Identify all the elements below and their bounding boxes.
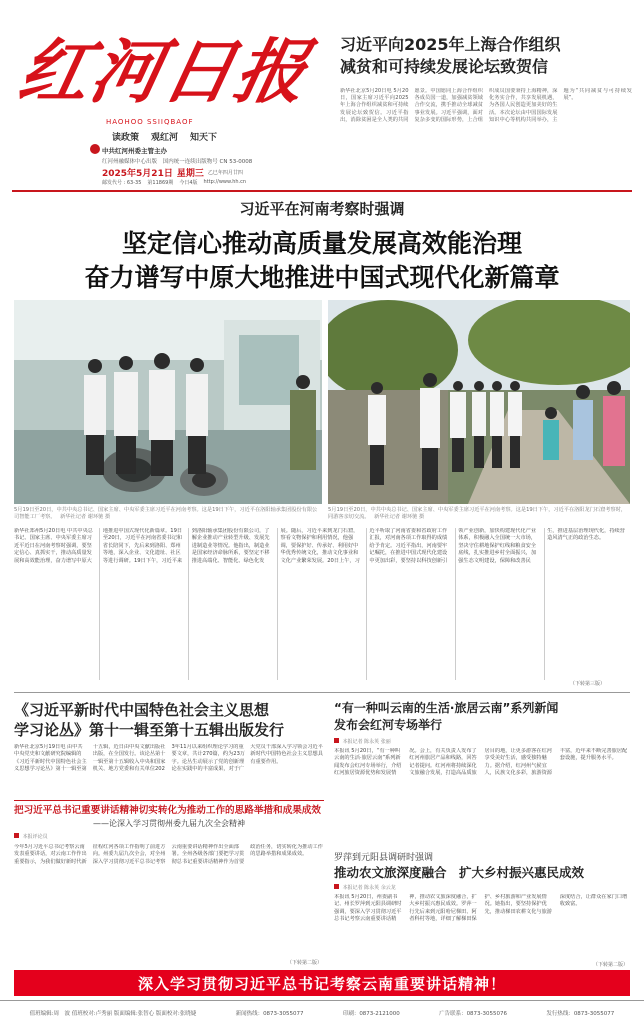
story3-title-1: “有一种叫云南的生活·旅居云南”系列新闻 — [334, 701, 559, 715]
lead-kicker: 习近平在河南考察时强调 — [239, 200, 405, 218]
lead-body: 新华社郑州5月20日电 中共中央总书记、国家主席、中央军委主席习近平近日在河南考察时强调，要坚定信心、真抓实干，推动高质量发展和高效能治理，奋力谱写中原大地推进中国式现代化新篇章。19日至20日，习近平在河南省委书记和省长陪同下，先后来到洛阳、郑州等地，深入企业、文化遗址、社区等进行调研。19日下午，习近平来到洛阳轴承集团股份有限公司，了解企业推动产业转型升级、发展先进制造业等情况。他指出，制造业是国家经济命脉所系，要坚定不移推进高端化、智能化、绿色化发展。随后，习近平来到龙门石窟，察看文物保护和利用情况，他强调，要保护好、传承好、利用好中华优秀传统文化，推动文化事业和文化产业繁荣发展。20日上午，习近平听取了河南省委和省政府工作汇报，对河南各项工作取得的成绩给予肯定。习近平指出，河南要牢记嘱托，在推进中国式现代化建设中更加出彩，要坚持以科技创新引领产业创新，加快构建现代化产业体系，积极融入全国统一大市场，坚决守住耕地保护红线和粮食安全底线，扎实推进乡村全面振兴，加强生态文明建设，保障和改善民生，推进基层治理现代化，持续营造风清气正的政治生态。 — [14, 528, 625, 564]
story4-continued: （下转第二版） — [286, 960, 322, 966]
byline-icon — [14, 833, 19, 838]
slogan-3: 知天下 — [190, 133, 218, 143]
weekday: 星期三 — [176, 169, 204, 179]
story-yunnan-life — [334, 700, 630, 850]
slogans — [112, 130, 217, 143]
newspaper-logo: 红河日报 — [11, 30, 317, 113]
footer-print-phone: 印刷：0873-2121000 — [342, 1010, 400, 1017]
story2-body: 新华社北京5月19日电 由中共中央党史和文献研究院编辑的《习近平新时代中国特色社会主义思想学习论丛》第十一辑至第十五辑，近日由中央文献出版社出版，在全国发行。该论丛第十一辑至第十五辑收入中央和国家机关、地方党委和有关单位2023年11月以来组织理论学习的重要文章，共计270篇，约为23万字。论丛生动展示了党的创新理论在实践中的丰富成果，对于广大党员干部深入学习领会习近平新时代中国特色社会主义思想具有重要作用。 — [14, 744, 323, 773]
page-footer — [0, 1000, 644, 1024]
story3-byline — [334, 738, 630, 745]
story5-byline-text: 本报记者 陈永英 余云龙 — [342, 885, 396, 891]
masthead — [12, 10, 334, 190]
website: http://www.hh.cn — [203, 179, 247, 185]
story2-title-2: 学习论丛》第十一辑至第十五辑出版发行 — [14, 721, 285, 739]
slogan-banner-text: 深入学习贯彻习近平总书记考察云南重要讲话精神！ — [137, 974, 506, 993]
issue-date: 2025年5月21日 — [102, 169, 173, 179]
slogan-banner — [14, 970, 630, 996]
story3-title-2: 发布会红河专场举行 — [334, 718, 443, 732]
lunar-date: 乙巳年四月廿四 — [207, 170, 243, 176]
caption-right — [328, 507, 630, 521]
story3-body: 本报讯 5月20日，“有一种叫云南的生活·旅居云南”系列新闻发布会红河专场举行，介绍红河旅居资源优势和发展情况。会上，有关负责人发布了红河州旅居产品和线路，回答记者提问。红河州将持续深化文旅融合发展，打造高品质旅居目的地，让更多游客在红河享受美好生活，感受独特魅力。据介绍，红河州气候宜人，民族文化多彩，旅游资源丰富，近年来不断完善旅居配套设施，提升服务水平。 — [334, 748, 628, 777]
logo-emblem — [90, 144, 100, 154]
slogan-1: 读政策 — [112, 133, 140, 143]
story5-body: 本报讯 5月20日，州委副书记、州长罗萍到元阳县调研时强调，要深入学习贯彻习近平总书记考察云南重要讲话精神，推动农文旅深度融合，扩大乡村振兴惠民成效。罗萍一行先后来到元阳哈尼梯田、阿者科村等地，详细了解梯田保护、乡村旅游和产业发展情况。她指出，要坚持保护优先，推动梯田农耕文化与旅游深度结合，让群众在家门口增收致富。 — [334, 894, 628, 923]
story5-kicker: 罗萍到元阳县调研时强调 — [334, 853, 434, 863]
issuer-line — [102, 157, 252, 165]
caption-left-text: 5月19日至20日，中共中央总书记、国家主席、中央军委主席习近平在河南考察。这是19日下午，习近平在洛阳轴承集团股份有限公司智能工厂考察。 — [14, 507, 318, 520]
factory-photo-image — [14, 300, 322, 504]
story5-continued: （下转第二版） — [592, 962, 628, 968]
footer-subscribe-phone: 发行热线：0873-3055077 — [546, 1010, 615, 1017]
caption-left-credit: 新华社记者 谢环驰 摄 — [60, 514, 111, 520]
top-story — [340, 34, 632, 184]
story4-byline — [14, 833, 324, 840]
slogan-2: 观红河 — [151, 133, 179, 143]
story4-title: 把习近平总书记重要讲话精神切实转化为推动工作的思路举措和成果成效 — [14, 805, 321, 816]
story5-byline — [334, 884, 630, 891]
caption-right-credit: 新华社记者 谢环驰 摄 — [374, 514, 425, 520]
story3-byline-text: 本报记者 陈永英 张丽 — [342, 739, 391, 745]
caption-right-text: 5月19日至20日，中共中央总书记、国家主席、中央军委主席习近平在河南考察。这是19日下午，习近平在洛阳龙门石窟考察时，同游客亲切交流。 — [328, 507, 627, 520]
header-divider — [12, 190, 632, 192]
publisher-line: 中共红河州委主管主办 — [102, 147, 167, 155]
top-story-title-2: 减贫和可持续发展论坛致贺信 — [340, 57, 549, 76]
lead-continued: （下转第三版） — [570, 681, 606, 687]
footer-editors: 值班编辑:周 波 值班校对:卢秀丽 版面编辑:张智心 版面校对:张晓婕 — [29, 1010, 197, 1017]
story2-title-1: 《习近平新时代中国特色社会主义思想 — [14, 701, 270, 719]
story4-body: 今年5月习近平总书记考察云南发表重要讲话，对云南工作作出重要指示，为我们做好新时代新征程红河各项工作指明了前进方向。州委九届九次全会，对全州深入学习贯彻习近平总书记考察云南重要讲话精神作出全面部署。全州各级各部门要把学习贯彻总书记重要讲话精神作为首要政治任务，切实转化为推动工作的思路举措和成果成效。 — [14, 844, 323, 865]
lead-headline-1: 坚定信心推动高质量发展高效能治理 — [121, 229, 522, 258]
photo-grotto — [328, 300, 630, 504]
issue-number: 第11869期 — [147, 180, 174, 186]
lead-headline-2: 奋力谱写中原大地推进中国式现代化新篇章 — [84, 263, 560, 292]
footer-news-phone: 新闻热线：0873-3055077 — [235, 1010, 304, 1017]
grotto-photo-image — [328, 300, 630, 504]
meta-line — [102, 179, 246, 186]
story5-title: 推动农文旅深度融合 扩大乡村振兴惠民成效 — [334, 865, 585, 880]
date-line — [102, 166, 243, 179]
story4-byline-text: 本报评论员 — [22, 834, 48, 840]
story4-subtitle: ——论深入学习贯彻州委九届九次全会精神 — [93, 819, 245, 828]
story-book-release — [14, 700, 324, 800]
byline-icon — [334, 884, 339, 889]
photo-factory — [14, 300, 322, 504]
byline-icon — [334, 738, 339, 743]
cn-number: 国内统一连续出版物号 CN 53-0008 — [162, 159, 253, 165]
caption-left — [14, 507, 322, 521]
top-story-body: 新华社北京5月20日电 5月20日，国家主席习近平向2025年上海合作组织减贫和可持续发展论坛致贺信。习近平指出，消除贫困是全人类的共同愿景。中国愿同上海合作组织各成员国一道，加强减贫领域合作交流，携手推动全球减贫事业发展。习近平强调，面对复杂多变的国际形势，上合组织成员国要秉持上海精神，深化务实合作，共享发展机遇，为各国人民创造更加美好的生活。本次论坛由中国国际发展知识中心等机构共同举办，主题为“共同减贫与可持续发展”。 — [340, 88, 632, 123]
logo-pinyin: HAOHOO SSIIQBAOF — [106, 118, 194, 126]
section-divider-1 — [14, 692, 630, 693]
top-story-title-1: 习近平向2025年上海合作组织 — [340, 35, 561, 54]
story-yuanyang — [334, 852, 630, 968]
page-count: 今日4版 — [179, 180, 198, 186]
issuer: 红河州融媒体中心出版 — [102, 159, 158, 165]
story-commentary — [14, 800, 324, 968]
footer-ad-phone: 广告联系：0873-3055076 — [439, 1010, 508, 1017]
postal-code: 邮发代号 : 63-35 — [102, 180, 142, 186]
